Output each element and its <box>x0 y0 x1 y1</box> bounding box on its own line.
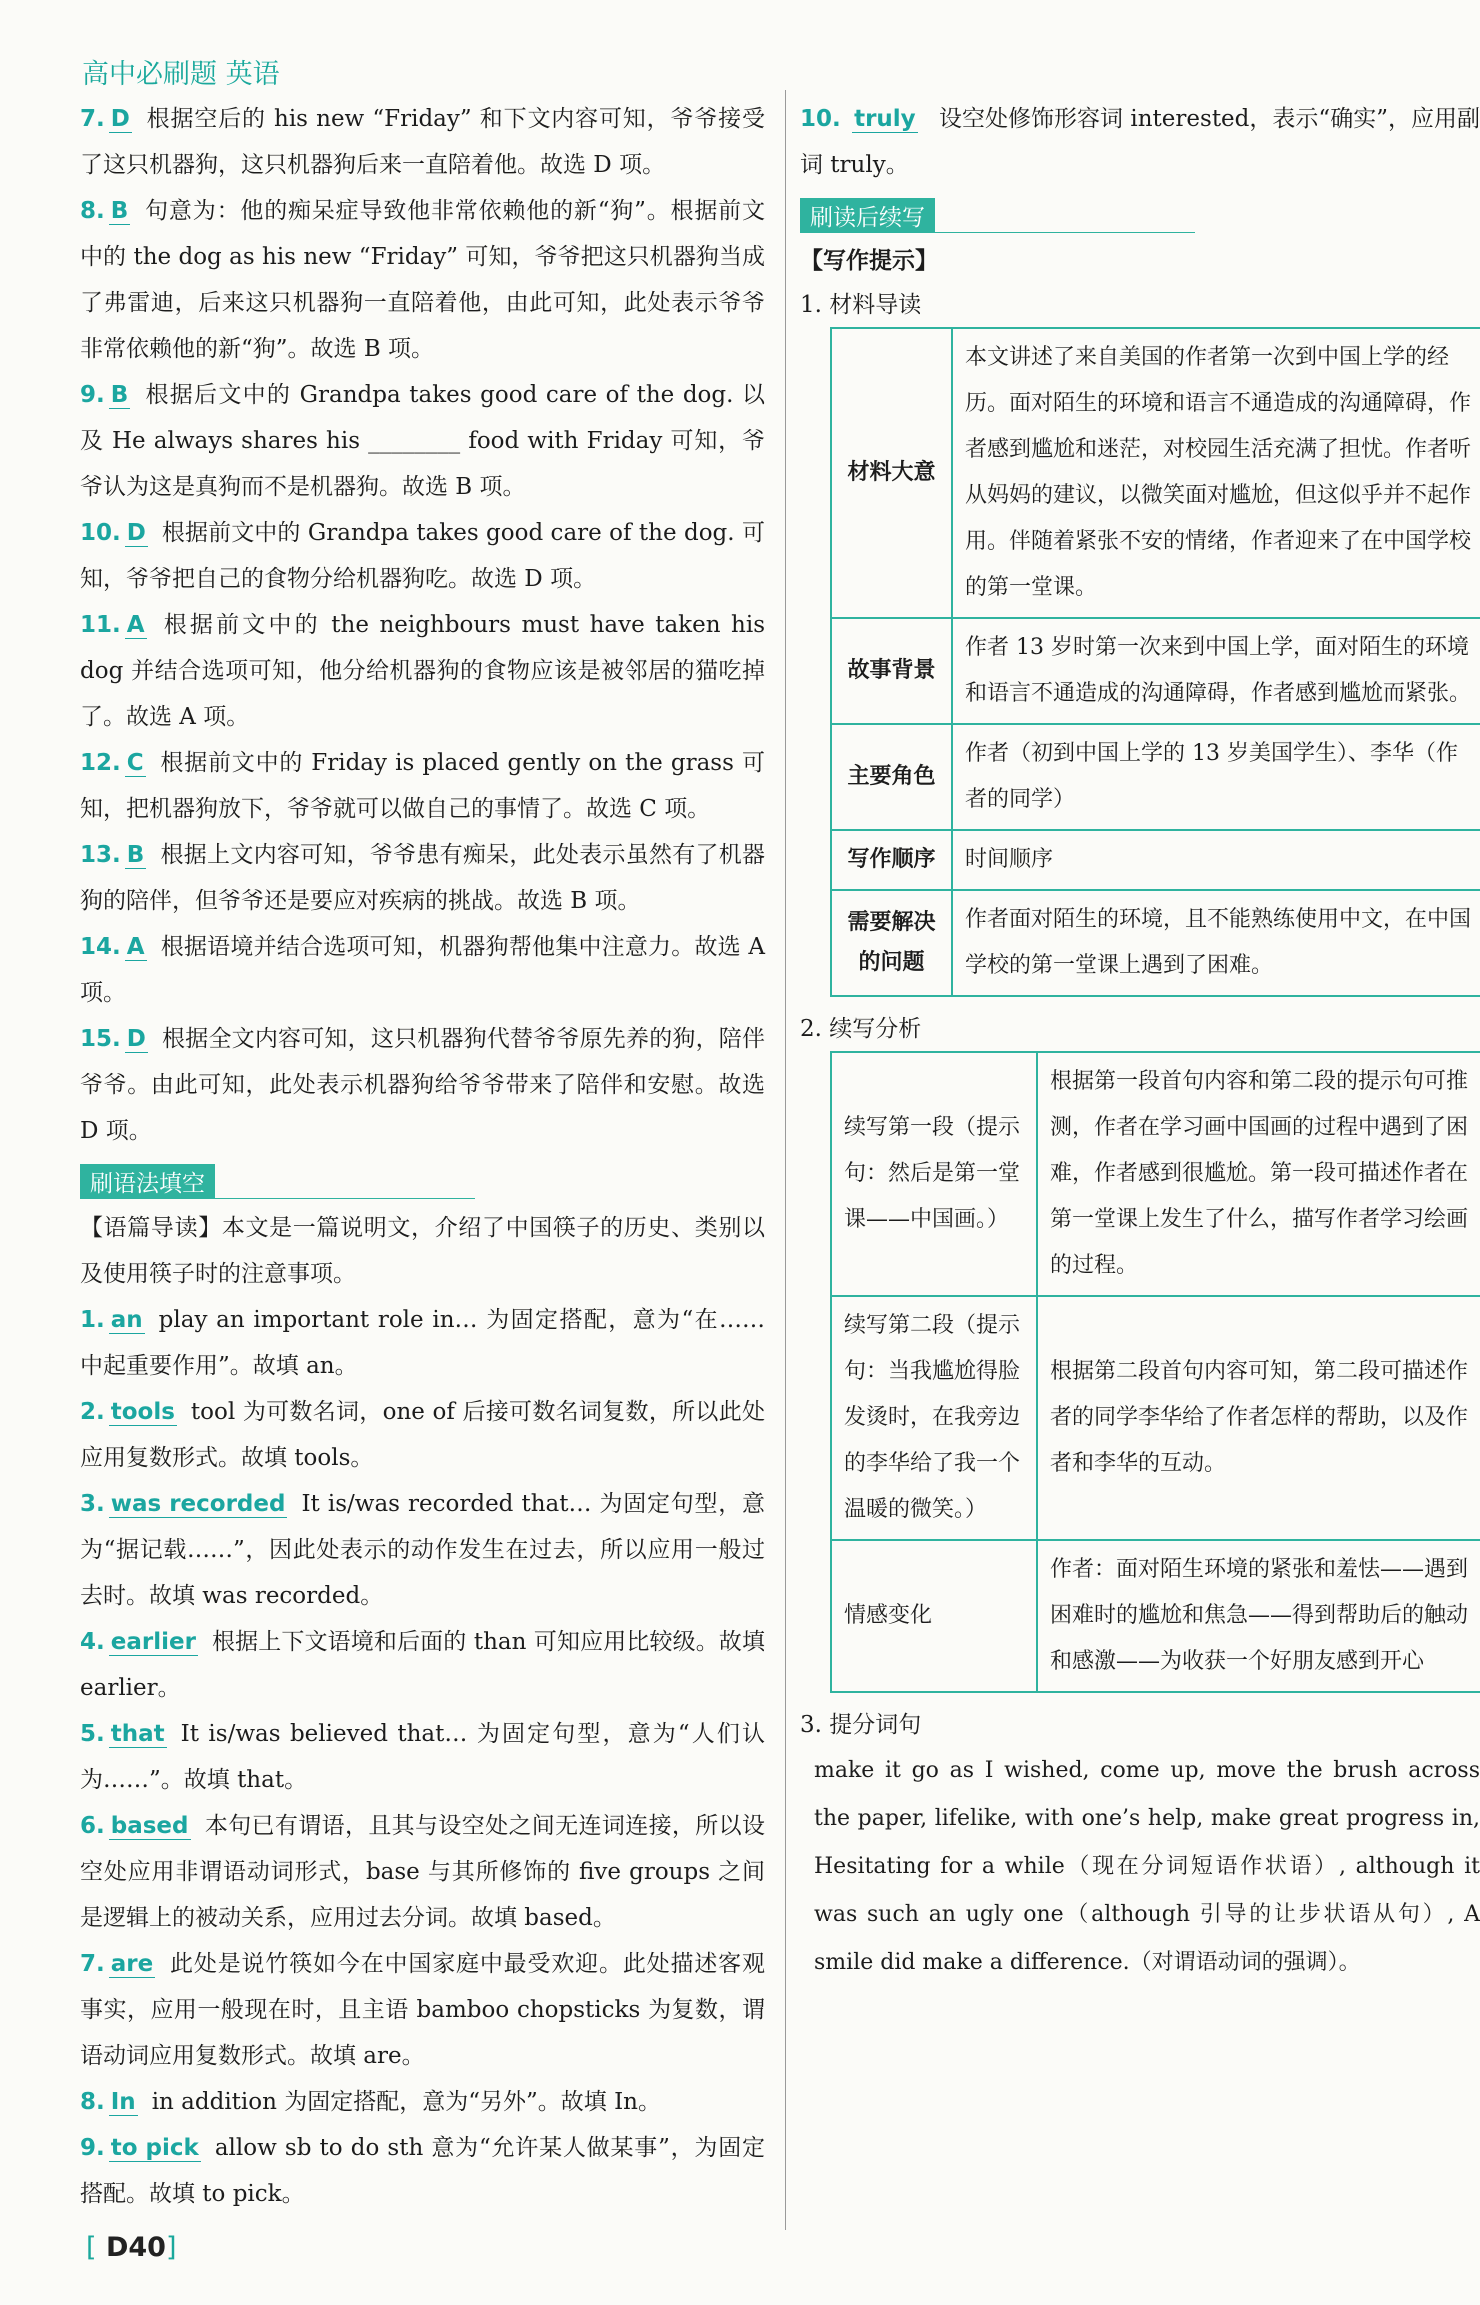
writing-tips-title: 【写作提示】 <box>800 248 938 274</box>
answer-explanation: 根据全文内容可知，这只机器狗代替爷爷原先养的狗，陪伴爷爷。由此可知，此处表示机器狗给爷爷带来了陪伴和安慰。故选 D 项。 <box>80 1026 765 1144</box>
answer-key: D <box>110 106 130 132</box>
answer-number: 8. <box>80 2089 105 2115</box>
answer-item <box>80 602 765 740</box>
reading-answer-list <box>80 96 765 1154</box>
answer-number: 10. <box>80 520 121 546</box>
answer-item <box>80 1389 765 1481</box>
answer-item <box>800 96 1480 188</box>
answer-explanation: 根据上下文语境和后面的 than 可知应用比较级。故填 earlier。 <box>80 1629 765 1701</box>
grammar-section-label: 刷语法填空 <box>80 1164 215 1199</box>
answer-number: 13. <box>80 842 121 868</box>
answer-explanation: It is/was believed that… 为固定句型，意为“人们认为……”。故填 that。 <box>80 1721 765 1793</box>
answer-number: 10. <box>800 106 841 132</box>
answer-item <box>80 1711 765 1803</box>
table-value-cell: 本文讲述了来自美国的作者第一次到中国上学的经历。面对陌生的环境和语言不通造成的沟通障碍，作者感到尴尬和迷茫，对校园生活充满了担忧。作者听从妈妈的建议，以微笑面对尴尬，但这似乎并不起作用。伴随着紧张不安的情绪，作者迎来了在中国学校的第一堂课。 <box>952 328 1480 618</box>
answer-number: 15. <box>80 1026 121 1052</box>
answer-item <box>80 832 765 924</box>
analysis-table <box>830 1051 1480 1693</box>
answer-key: D <box>126 520 146 546</box>
answer-explanation: 设空处修饰形容词 interested，表示“确实”，应用副词 truly。 <box>800 106 1480 178</box>
answer-item <box>80 188 765 372</box>
answer-number: 6. <box>80 1813 105 1839</box>
answer-item <box>80 740 765 832</box>
answer-number: 7. <box>80 1951 105 1977</box>
answer-key: B <box>110 382 129 408</box>
table-key-cell: 主要角色 <box>831 724 952 830</box>
answer-number: 5. <box>80 1721 105 1747</box>
answer-key: truly <box>854 106 916 132</box>
writing-section-label: 刷读后续写 <box>800 198 935 233</box>
answer-explanation: 根据空后的 his new “Friday” 和下文内容可知，爷爷接受了这只机器狗，这只机器狗后来一直陪着他。故选 D 项。 <box>80 106 765 178</box>
material-table <box>830 327 1480 997</box>
answer-key: are <box>110 1951 154 1977</box>
answer-explanation: It is/was recorded that… 为固定句型，意为“据记载……”，因此处表示的动作发生在过去，所以应用一般过去时。故填 was recorded。 <box>80 1491 765 1609</box>
table-row <box>831 724 1480 830</box>
answer-key: that <box>110 1721 165 1747</box>
page-number: [ D40] <box>86 2232 177 2263</box>
answer-key: In <box>110 2089 136 2115</box>
answer-key: to pick <box>110 2135 199 2161</box>
answer-explanation: allow sb to do sth 意为“允许某人做某事”，为固定搭配。故填 to pick。 <box>80 2135 765 2207</box>
answer-item <box>80 1941 765 2079</box>
answer-explanation: 根据前文中的 Grandpa takes good care of the dog. 可知，爷爷把自己的食物分给机器狗吃。故选 D 项。 <box>80 520 765 592</box>
answer-item <box>80 96 765 188</box>
table-row <box>831 1296 1480 1540</box>
part2-title: 2. 续写分析 <box>800 1016 922 1042</box>
answer-key: A <box>126 934 145 960</box>
table-key-cell: 续写第一段（提示句：然后是第一堂课——中国画。） <box>831 1052 1037 1296</box>
answer-item <box>80 1481 765 1619</box>
table-value-cell: 作者 13 岁时第一次来到中国上学，面对陌生的环境和语言不通造成的沟通障碍，作者感到尴尬而紧张。 <box>952 618 1480 724</box>
answer-number: 7. <box>80 106 105 132</box>
table-key-cell: 故事背景 <box>831 618 952 724</box>
table-value-cell: 时间顺序 <box>952 830 1480 890</box>
book-header: 高中必刷题 英语 <box>82 59 280 90</box>
answer-number: 8. <box>80 198 105 224</box>
answer-key: D <box>126 1026 146 1052</box>
answer-item <box>80 924 765 1016</box>
answer-key: B <box>126 842 145 868</box>
answer-key: C <box>126 750 144 776</box>
answer-explanation: 根据后文中的 Grandpa takes good care of the dog. 以及 He always shares his ________ food with Friday 可知，爷爷认为这是真狗而不是机器狗。故选 B 项。 <box>80 382 765 500</box>
grammar-intro: 【语篇导读】本文是一篇说明文，介绍了中国筷子的历史、类别以及使用筷子时的注意事项。 <box>80 1215 765 1287</box>
answer-key: based <box>110 1813 189 1839</box>
page-number-text: D40 <box>105 2232 166 2263</box>
answer-explanation: 本句已有谓语，且其与设空处之间无连词连接，所以设空处应用非谓语动词形式，base 与其所修饰的 five groups 之间是逻辑上的被动关系，应用过去分词。故填 based。 <box>80 1813 765 1931</box>
answer-number: 1. <box>80 1307 105 1333</box>
answer-item <box>80 1016 765 1154</box>
answer-key: earlier <box>110 1629 196 1655</box>
answer-explanation: tool 为可数名词，one of 后接可数名词复数，所以此处应用复数形式。故填 tools。 <box>80 1399 765 1471</box>
answer-item <box>80 1803 765 1941</box>
answer-explanation: 根据语境并结合选项可知，机器狗帮他集中注意力。故选 A 项。 <box>80 934 765 1006</box>
answer-explanation: 此处是说竹筷如今在中国家庭中最受欢迎。此处描述客观事实，应用一般现在时，且主语 bamboo chopsticks 为复数，谓语动词应用复数形式。故填 are。 <box>80 1951 765 2069</box>
grammar-answer-list <box>80 1297 765 2217</box>
answer-key: A <box>126 612 145 638</box>
answer-key: tools <box>110 1399 175 1425</box>
table-value-cell: 作者：面对陌生环境的紧张和羞怯——遇到困难时的尴尬和焦急——得到帮助后的触动和感激——为收获一个好朋友感到开心 <box>1037 1540 1480 1692</box>
answer-explanation: 根据前文中的 the neighbours must have taken his dog 并结合选项可知，他分给机器狗的食物应该是被邻居的猫吃掉了。故选 A 项。 <box>80 612 765 730</box>
part1-title: 1. 材料导读 <box>800 292 922 318</box>
answer-number: 11. <box>80 612 121 638</box>
table-key-cell: 写作顺序 <box>831 830 952 890</box>
table-row <box>831 1540 1480 1692</box>
answer-number: 12. <box>80 750 121 776</box>
answer-number: 14. <box>80 934 121 960</box>
answer-explanation: play an important role in… 为固定搭配，意为“在……中起重要作用”。故填 an。 <box>80 1307 765 1379</box>
table-key-cell: 需要解决的问题 <box>831 890 952 996</box>
table-row <box>831 618 1480 724</box>
answer-explanation: 根据前文中的 Friday is placed gently on the grass 可知，把机器狗放下，爷爷就可以做自己的事情了。故选 C 项。 <box>80 750 765 822</box>
answer-item <box>80 372 765 510</box>
table-value-cell: 根据第二段首句内容可知，第二段可描述作者的同学李华给了作者怎样的帮助，以及作者和李华的互动。 <box>1037 1296 1480 1540</box>
part3-title: 3. 提分词句 <box>800 1712 922 1738</box>
answer-explanation: 根据上文内容可知，爷爷患有痴呆，此处表示虽然有了机器狗的陪伴，但爷爷还是要应对疾病的挑战。故选 B 项。 <box>80 842 765 914</box>
table-key-cell: 情感变化 <box>831 1540 1037 1692</box>
table-value-cell: 作者面对陌生的环境，且不能熟练使用中文，在中国学校的第一堂课上遇到了困难。 <box>952 890 1480 996</box>
key-phrases: make it go as I wished, come up, move the brush across the paper, lifelike, with one’s help, make great progress in, Hesitating for a while（现在分词短语作状语）, although it was such an ugly one（although 引导的让步状语从句）, A smile did make a difference.（对谓语动词的强调）。 <box>814 1758 1480 1975</box>
table-value-cell: 作者（初到中国上学的 13 岁美国学生）、李华（作者的同学） <box>952 724 1480 830</box>
table-row <box>831 1052 1480 1296</box>
table-key-cell: 材料大意 <box>831 328 952 618</box>
answer-number: 4. <box>80 1629 105 1655</box>
answer-item <box>80 2079 765 2125</box>
answer-number: 9. <box>80 382 105 408</box>
column-divider <box>785 90 786 2230</box>
answer-explanation: 句意为：他的痴呆症导致他非常依赖他的新“狗”。根据前文中的 the dog as his new “Friday” 可知，爷爷把这只机器狗当成了弗雷迪，后来这只机器狗一直陪着他，由此可知，此处表示爷爷非常依赖他的新“狗”。故选 B 项。 <box>80 198 765 362</box>
answer-number: 9. <box>80 2135 105 2161</box>
answer-number: 2. <box>80 1399 105 1425</box>
answer-explanation: in addition 为固定搭配，意为“另外”。故填 In。 <box>151 2089 661 2115</box>
table-row <box>831 830 1480 890</box>
answer-key: B <box>110 198 129 224</box>
right-column <box>800 96 1480 1987</box>
answer-key: an <box>110 1307 143 1333</box>
answer-item <box>80 2125 765 2217</box>
table-value-cell: 根据第一段首句内容和第二段的提示句可推测，作者在学习画中国画的过程中遇到了困难，作者感到很尴尬。第一段可描述作者在第一堂课上发生了什么，描写作者学习绘画的过程。 <box>1037 1052 1480 1296</box>
table-row <box>831 328 1480 618</box>
answer-number: 3. <box>80 1491 105 1517</box>
table-key-cell: 续写第二段（提示句：当我尴尬得脸发烫时，在我旁边的李华给了我一个温暖的微笑。） <box>831 1296 1037 1540</box>
answer-item <box>80 1619 765 1711</box>
table-row <box>831 890 1480 996</box>
left-column <box>80 96 765 2217</box>
answer-key: was recorded <box>110 1491 286 1517</box>
answer-item <box>80 1297 765 1389</box>
answer-item <box>80 510 765 602</box>
